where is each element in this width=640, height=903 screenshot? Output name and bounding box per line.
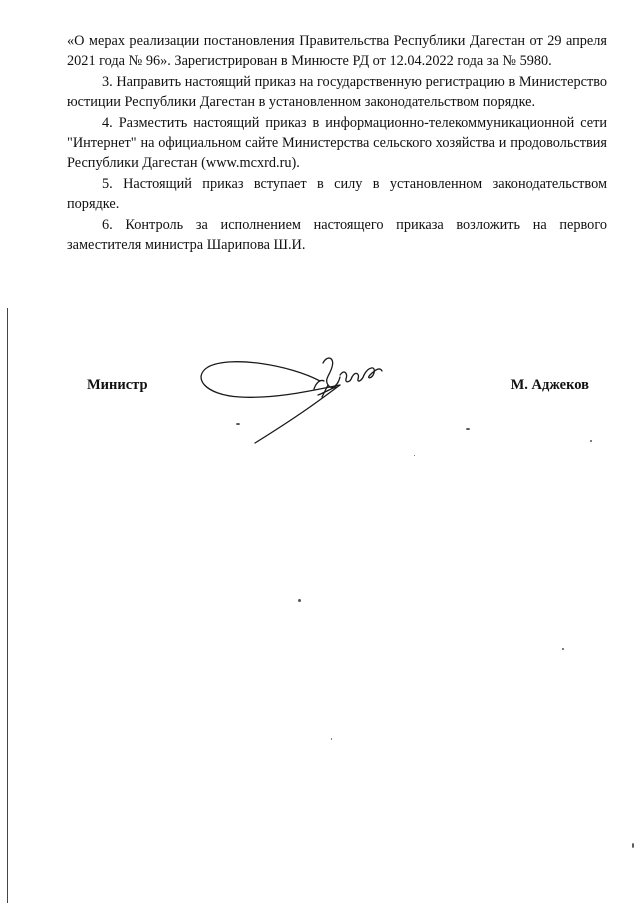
paragraph-5: 5. Настоящий приказ вступает в силу в установленном законодательством порядке.: [67, 175, 607, 213]
scan-speck: [298, 599, 301, 602]
signer-name: М. Аджеков: [510, 377, 589, 393]
scan-speck: [562, 648, 564, 650]
scan-speck: [236, 423, 240, 425]
paragraph-continuation: «О мерах реализации постановления Правительства Республики Дагестан от 29 апреля 2021 года № 96». Зарегистрирован в Минюсте РД от 12.04.2022 года за № 5980.: [67, 33, 607, 70]
handwritten-signature: [190, 345, 400, 450]
scan-speck: [414, 455, 415, 456]
paragraph-3: 3. Направить настоящий приказ на государственную регистрацию в Министерство юстиции Республики Дагестан в установленном законодательством порядке.: [67, 73, 607, 111]
paragraph-4: 4. Разместить настоящий приказ в информационно-телекоммуникационной сети "Интернет" на официальном сайте Министерства сельского хозяйства и продовольствия Республики Дагестан (www.mcxrd.ru).: [67, 114, 607, 172]
scan-edge-line: [7, 308, 8, 903]
scan-speck: [632, 843, 634, 848]
paragraph-6: 6. Контроль за исполнением настоящего приказа возложить на первого заместителя министра Шарипова Ш.И.: [67, 216, 607, 254]
scan-speck: [331, 738, 332, 740]
document-body: [67, 31, 607, 255]
scan-speck: [466, 428, 470, 430]
signer-title: Министр: [87, 377, 148, 393]
signature-block: [67, 377, 589, 397]
scan-speck: [590, 440, 592, 442]
